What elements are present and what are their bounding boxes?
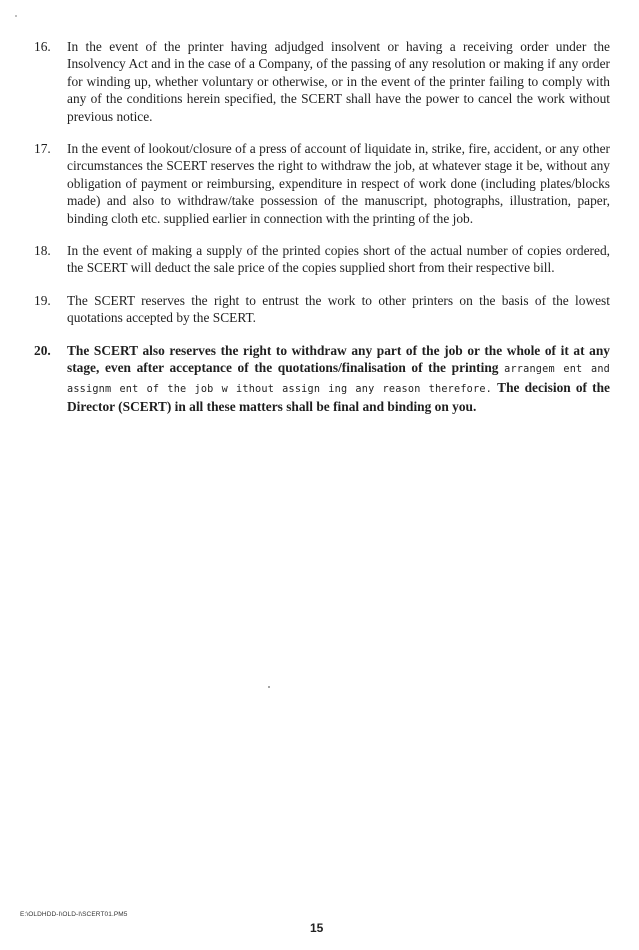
- scan-speck: [268, 686, 270, 688]
- clause-18: [34, 242, 610, 277]
- clause-text: In the event of the printer having adjudged insolvent or having a receiving order under the Insolvency Act and in the case of a Company, of the passing of any resolution or making if any order for winding up, whether voluntary or otherwise, or in the event of the printer failing to comply with any of the conditions herein specified, the SCERT shall have the power to cancel the work without previous notice.: [67, 39, 610, 124]
- clause-list: [34, 38, 610, 430]
- file-path: E:\OLDHDD-I\OLD-I\SCERT01.PM5: [20, 911, 128, 918]
- clause-bold-text: The decision of the Director (SCERT) in all these matters shall be final and binding on you.: [67, 379, 610, 414]
- scan-speck: [15, 15, 17, 17]
- clause-text: In the event of lookout/closure of a press of account of liquidate in, strike, fire, accident, or any other circumstances the SCERT reserves the right to withdraw the job, at whatever stage it be, without any obligation of payment or reimbursing, expenditure in respect of work done (including plates/blocks made) and also to withdraw/take possession of the manuscript, photographs, illustration, paper, binding cloth etc. supplied earlier in connection with the printing of the job.: [67, 141, 610, 226]
- clause-number: 16.: [34, 39, 51, 54]
- clause-19: [34, 292, 610, 327]
- clause-text: [67, 343, 610, 414]
- clause-bold-text: The SCERT also reserves the right to withdraw any part of the job or the whole of it at any stage, even after acceptance of the quotations/finalisation of the printing: [67, 342, 610, 376]
- clause-number: 18.: [34, 243, 51, 259]
- clause-17: [34, 140, 610, 227]
- clause-number: 20.: [34, 342, 51, 358]
- clause-16: [34, 38, 610, 125]
- clause-number: 19.: [34, 292, 51, 308]
- clause-20: [34, 342, 610, 416]
- clause-number: 17.: [34, 141, 51, 157]
- page-number: 15: [310, 921, 324, 935]
- clause-mono-text: arrangem ent and assignm ent of the job w ithout assign ing any reason therefore.: [67, 364, 610, 395]
- clause-text: The SCERT reserves the right to entrust the work to other printers on the basis of the lowest quotations accepted by the SCERT.: [67, 292, 610, 326]
- clause-text: In the event of making a supply of the printed copies short of the actual number of copies ordered, the SCERT will deduct the sale price of the copies supplied short from their respective bill.: [67, 243, 610, 276]
